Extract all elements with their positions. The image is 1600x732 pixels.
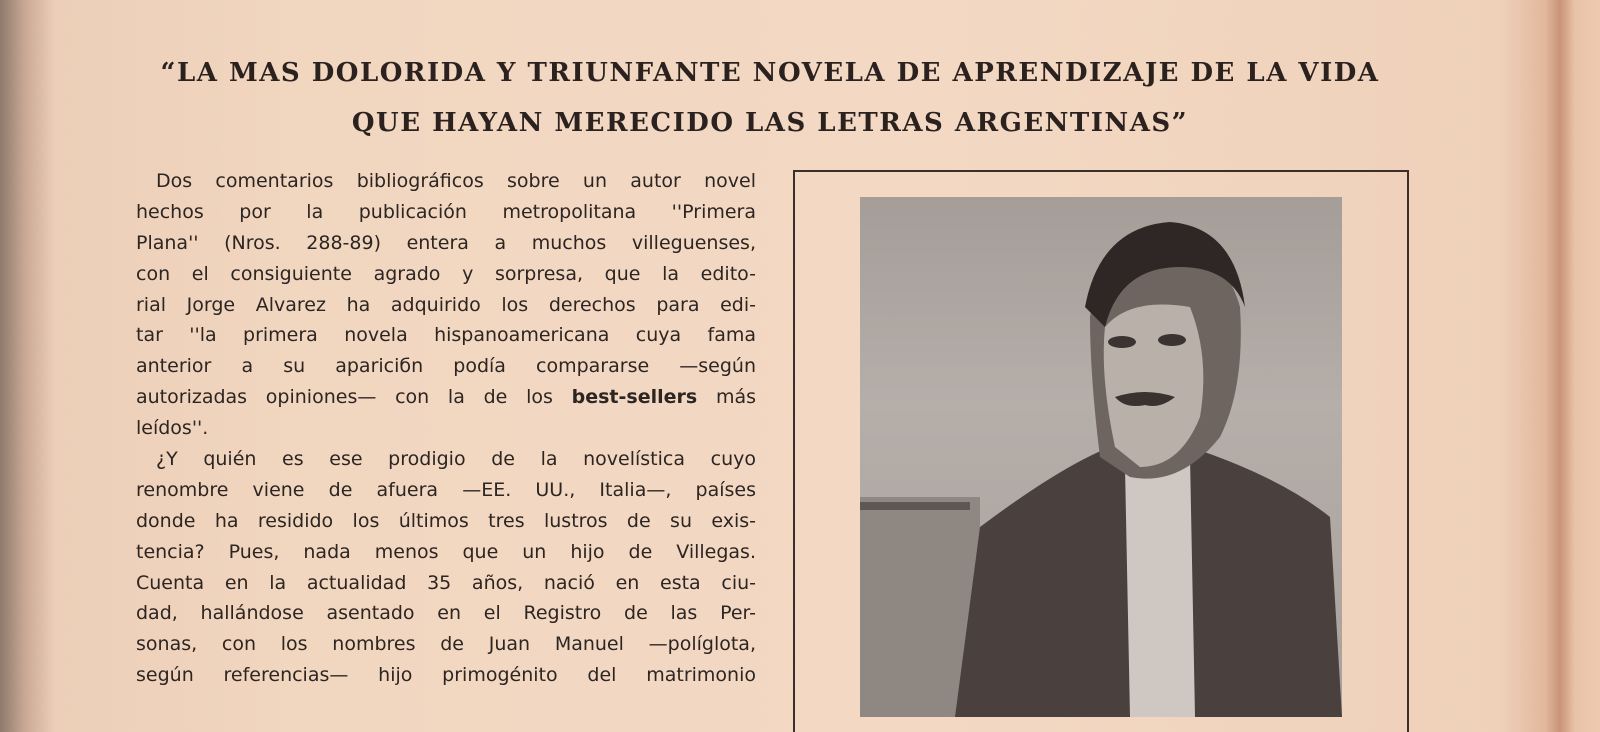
headline-line-1: “LA MAS DOLORIDA Y TRIUNFANTE NOVELA DE APRENDIZAJE DE LA VIDA: [160, 58, 1380, 88]
headline-line-2: QUE HAYAN MERECIDO LAS LETRAS ARGENTINAS”: [351, 108, 1189, 138]
line-text: según referencias— hijo primogénito del matrimonio: [136, 664, 756, 687]
body-text-line: [136, 166, 756, 197]
line-text: Cuenta en la actualidad 35 años, nació en esta ciu-: [136, 571, 756, 594]
body-text-line: [136, 290, 756, 321]
body-text-line: [136, 382, 756, 413]
line-text: Dos comentarios bibliográficos sobre un autor novel: [156, 170, 756, 192]
line-text: ¿Y quién es ese prodigio de la novelística cuyo: [156, 448, 756, 471]
bold-term: best-sellers: [571, 386, 698, 409]
line-text: donde ha residido los últimos tres lustros de su exis-: [136, 509, 756, 532]
body-text-line: [136, 629, 756, 660]
line-text: con el consiguiente agrado y sorpresa, que la edito-: [136, 262, 756, 285]
line-text: rial Jorge Alvarez ha adquirido los derechos para edi-: [136, 293, 756, 316]
line-text: tar ''la primera novela hispanoamericana cuya fama: [136, 324, 756, 347]
body-text-line: [136, 568, 756, 599]
body-text-line: [136, 197, 756, 228]
body-text-line: [136, 259, 756, 290]
line-text: Plana'' (Nros. 288-89) entera a muchos villeguenses,: [136, 231, 756, 254]
body-text-line: [136, 413, 756, 444]
body-text-line: [136, 228, 756, 259]
line-text: tencia? Pues, nada menos que un hijo de Villegas.: [136, 540, 756, 563]
line-text: renombre viene de afuera —EE. UU., Italia—, países: [136, 478, 756, 501]
body-text-line: [136, 320, 756, 351]
body-text-line: [136, 475, 756, 506]
body-text-line: [136, 351, 756, 382]
line-text: sonas, con los nombres de Juan Manuel —políglota,: [136, 633, 756, 656]
author-portrait-photo: [860, 197, 1342, 717]
article-body-column: [136, 166, 756, 691]
line-text: hechos por la publicación metropolitana ''Primera: [136, 200, 756, 223]
body-text-line: [136, 537, 756, 568]
body-text-line: [136, 660, 756, 691]
body-text-line: [136, 506, 756, 537]
body-text-line: [136, 598, 756, 629]
line-text: leídos''.: [136, 417, 209, 440]
line-text: más: [715, 386, 756, 409]
body-text-line: [136, 444, 756, 475]
line-text: autorizadas opiniones— con la de los: [136, 386, 553, 409]
line-text: anterior a su apariciбn podía compararse —según: [136, 355, 756, 378]
line-text: dad, hallándose asentado en el Registro de las Per-: [136, 602, 756, 625]
